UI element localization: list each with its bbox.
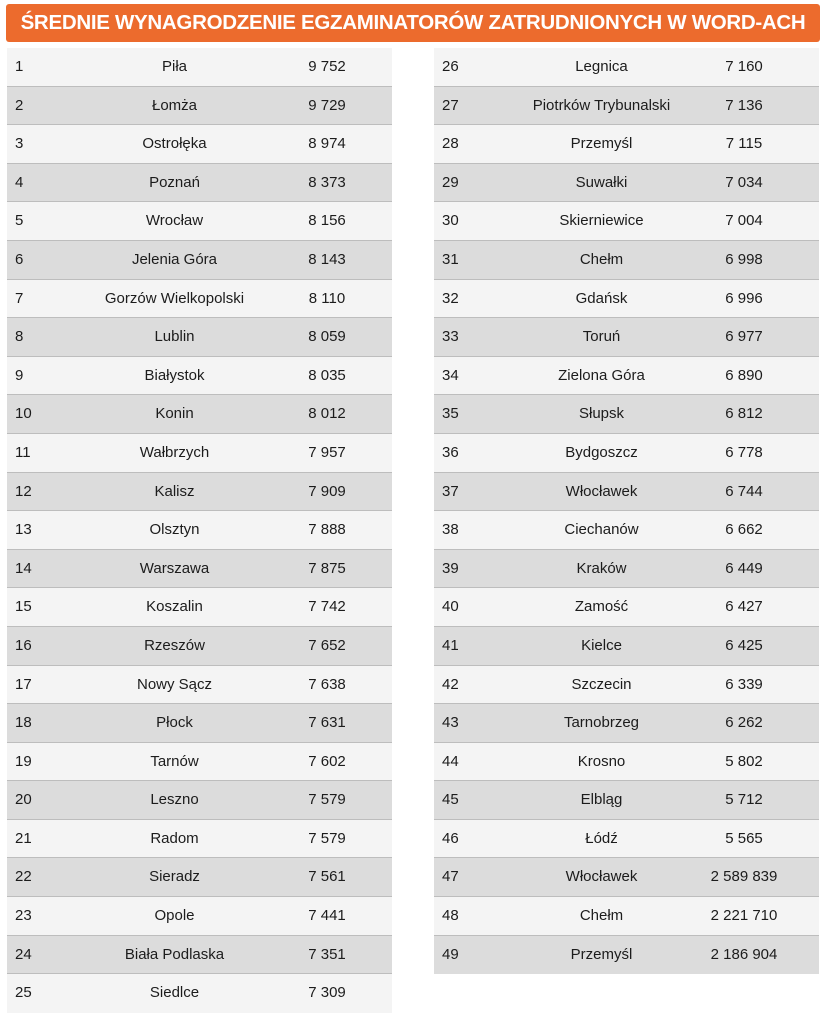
city-cell: Włocławek (565, 482, 638, 500)
table-row (434, 820, 819, 859)
ranking-table-left (7, 48, 392, 1013)
table-row (7, 87, 392, 126)
salary-cell: 6 427 (725, 598, 763, 616)
city-cell: Radom (150, 829, 199, 847)
city-cell: Wrocław (145, 212, 204, 230)
rank-cell: 35 (442, 405, 459, 423)
table-row (7, 434, 392, 473)
rank-cell: 27 (442, 96, 459, 114)
salary-cell: 7 004 (725, 212, 763, 230)
table-row (434, 357, 819, 396)
city-cell: Tarnobrzeg (563, 714, 640, 732)
rank-cell: 41 (442, 636, 459, 654)
city-cell: Warszawa (139, 559, 210, 577)
city-cell: Zielona Góra (558, 366, 645, 384)
salary-cell: 7 909 (308, 482, 346, 500)
table-row (7, 125, 392, 164)
salary-cell: 6 996 (725, 289, 763, 307)
city-cell: Kielce (581, 636, 622, 654)
table-row (7, 666, 392, 705)
salary-cell: 6 778 (725, 443, 763, 461)
rank-cell: 16 (15, 636, 32, 654)
rank-cell: 7 (15, 289, 24, 307)
salary-cell: 2 589 839 (710, 868, 778, 886)
rank-cell: 39 (442, 559, 459, 577)
city-cell: Piła (161, 58, 187, 75)
table-row (7, 48, 392, 87)
salary-cell: 7 888 (308, 521, 346, 539)
salary-cell: 7 602 (308, 752, 346, 770)
rank-cell: 25 (15, 984, 32, 1002)
table-row (7, 588, 392, 627)
rank-cell: 42 (442, 675, 459, 693)
city-cell: Przemyśl (570, 135, 633, 153)
salary-cell: 8 035 (308, 366, 346, 384)
salary-cell: 7 561 (308, 868, 346, 886)
salary-cell: 7 351 (308, 945, 346, 963)
table-row (7, 627, 392, 666)
city-cell: Opole (154, 907, 195, 925)
salary-cell: 7 034 (725, 173, 763, 191)
salary-cell: 7 638 (308, 675, 346, 693)
city-cell: Konin (155, 405, 194, 423)
table-row (7, 318, 392, 357)
salary-cell: 5 565 (725, 829, 763, 847)
city-cell: Tarnów (150, 752, 199, 770)
rank-cell: 43 (442, 714, 459, 732)
city-cell: Kalisz (154, 482, 195, 500)
table-row (434, 434, 819, 473)
rank-cell: 10 (15, 405, 32, 423)
city-cell: Biała Podlaska (124, 945, 225, 963)
salary-cell: 7 309 (308, 984, 346, 1002)
salary-cell: 7 875 (308, 559, 346, 577)
rank-cell: 18 (15, 714, 32, 732)
table-row (434, 241, 819, 280)
rank-cell: 5 (15, 212, 24, 230)
table-row (434, 550, 819, 589)
rank-cell: 9 (15, 366, 24, 384)
rank-cell: 13 (15, 521, 32, 539)
salary-cell: 8 143 (308, 250, 346, 268)
rank-cell: 44 (442, 752, 459, 770)
table-row (7, 743, 392, 782)
rank-cell: 19 (15, 752, 32, 770)
rank-cell: 14 (15, 559, 32, 577)
salary-cell: 7 957 (308, 443, 346, 461)
table-row (434, 48, 819, 87)
table-row (7, 164, 392, 203)
table-row (434, 627, 819, 666)
rank-cell: 22 (15, 868, 32, 886)
city-cell: Nowy Sącz (136, 675, 213, 693)
city-cell: Olsztyn (149, 521, 200, 539)
salary-cell: 8 012 (308, 405, 346, 423)
salary-cell: 7 136 (725, 96, 763, 114)
salary-cell: 9 729 (308, 96, 346, 114)
rank-cell: 21 (15, 829, 32, 847)
city-cell: Gorzów Wielkopolski (104, 289, 245, 307)
city-cell: Kraków (576, 559, 627, 577)
rank-cell: 40 (442, 598, 459, 616)
city-cell: Chełm (579, 250, 624, 268)
table-row (434, 858, 819, 897)
city-cell: Jelenia Góra (131, 250, 218, 268)
salary-cell: 8 156 (308, 212, 346, 230)
salary-cell: 6 998 (725, 250, 763, 268)
rank-cell: 28 (442, 135, 459, 153)
table-row (7, 511, 392, 550)
table-row (7, 357, 392, 396)
rank-cell: 20 (15, 791, 32, 809)
city-cell: Krosno (577, 752, 626, 770)
city-cell: Ostrołęka (142, 135, 207, 153)
rank-cell: 38 (442, 521, 459, 539)
salary-cell: 6 744 (725, 482, 763, 500)
city-cell: Legnica (575, 58, 628, 75)
table-row (434, 704, 819, 743)
salary-cell: 7 579 (308, 791, 346, 809)
salary-cell: 7 742 (308, 598, 346, 616)
table-row (7, 395, 392, 434)
rank-cell: 23 (15, 907, 32, 925)
rank-cell: 31 (442, 250, 459, 268)
rank-cell: 32 (442, 289, 459, 307)
city-cell: Suwałki (575, 173, 628, 191)
rank-cell: 47 (442, 868, 459, 886)
table-row (7, 473, 392, 512)
salary-cell: 8 373 (308, 173, 346, 191)
table-row (434, 588, 819, 627)
table-row (434, 202, 819, 241)
rank-cell: 29 (442, 173, 459, 191)
rank-cell: 26 (442, 58, 459, 75)
city-cell: Koszalin (146, 598, 203, 616)
salary-cell: 7 115 (725, 135, 763, 153)
city-cell: Poznań (149, 173, 200, 191)
city-cell: Ciechanów (564, 521, 639, 539)
city-cell: Skierniewice (559, 212, 644, 230)
rank-cell: 12 (15, 482, 32, 500)
table-row (434, 781, 819, 820)
table-row (434, 666, 819, 705)
rank-cell: 8 (15, 328, 24, 346)
city-cell: Białystok (144, 366, 205, 384)
city-cell: Sieradz (149, 868, 200, 886)
city-cell: Gdańsk (575, 289, 628, 307)
table-row (7, 858, 392, 897)
table-row (7, 820, 392, 859)
city-cell: Łódź (585, 829, 618, 847)
city-cell: Zamość (574, 598, 629, 616)
city-cell: Piotrków Trybunalski (532, 96, 671, 114)
rank-cell: 30 (442, 212, 459, 230)
salary-cell: 5 712 (725, 791, 763, 809)
rank-cell: 49 (442, 945, 459, 963)
rank-cell: 33 (442, 328, 459, 346)
salary-cell: 6 449 (725, 559, 763, 577)
table-row (434, 395, 819, 434)
salary-cell: 6 425 (725, 636, 763, 654)
ranking-table-right (434, 48, 819, 974)
salary-cell: 6 977 (725, 328, 763, 346)
city-cell: Lublin (154, 328, 195, 346)
table-row (7, 280, 392, 319)
salary-cell: 7 160 (725, 58, 763, 75)
table-row (434, 87, 819, 126)
rank-cell: 4 (15, 173, 24, 191)
salary-cell: 8 974 (308, 135, 346, 153)
rank-cell: 1 (15, 58, 24, 75)
salary-cell: 7 441 (308, 907, 346, 925)
page-title: ŚREDNIE WYNAGRODZENIE EGZAMINATORÓW ZATRUDNIONYCH W WORD-ACH (20, 11, 806, 34)
city-cell: Słupsk (578, 405, 625, 423)
city-cell: Wałbrzych (139, 443, 210, 461)
city-cell: Szczecin (571, 675, 632, 693)
city-cell: Bydgoszcz (565, 443, 638, 461)
city-cell: Łomża (151, 96, 198, 114)
rank-cell: 24 (15, 945, 32, 963)
table-row (434, 897, 819, 936)
salary-cell: 6 339 (725, 675, 763, 693)
table-row (434, 473, 819, 512)
salary-cell: 2 186 904 (710, 945, 778, 963)
city-cell: Leszno (150, 791, 199, 809)
salary-cell: 9 752 (308, 58, 346, 75)
rank-cell: 34 (442, 366, 459, 384)
city-cell: Rzeszów (144, 636, 205, 654)
table-row (434, 164, 819, 203)
salary-cell: 6 662 (725, 521, 763, 539)
table-row (434, 280, 819, 319)
rank-cell: 45 (442, 791, 459, 809)
salary-cell: 8 059 (308, 328, 346, 346)
salary-cell: 6 890 (725, 366, 763, 384)
city-cell: Siedlce (149, 984, 200, 1002)
table-row (7, 550, 392, 589)
city-cell: Przemyśl (570, 945, 633, 963)
table-row (7, 704, 392, 743)
salary-cell: 5 802 (725, 752, 763, 770)
rank-cell: 6 (15, 250, 24, 268)
city-cell: Chełm (579, 907, 624, 925)
rank-cell: 37 (442, 482, 459, 500)
rank-cell: 17 (15, 675, 32, 693)
rank-cell: 48 (442, 907, 459, 925)
table-row (434, 936, 819, 975)
rank-cell: 3 (15, 135, 24, 153)
table-row (7, 781, 392, 820)
city-cell: Toruń (582, 328, 621, 346)
table-row (7, 974, 392, 1013)
rank-cell: 36 (442, 443, 459, 461)
rank-cell: 2 (15, 96, 24, 114)
salary-cell: 6 812 (725, 405, 763, 423)
city-cell: Elbląg (580, 791, 623, 809)
salary-cell: 6 262 (725, 714, 763, 732)
table-row (434, 743, 819, 782)
title-banner (6, 4, 820, 42)
salary-cell: 7 652 (308, 636, 346, 654)
table-row (434, 318, 819, 357)
table-row (7, 241, 392, 280)
city-cell: Płock (156, 714, 193, 732)
salary-cell: 2 221 710 (710, 907, 778, 925)
table-row (434, 125, 819, 164)
salary-cell: 7 631 (308, 714, 346, 732)
table-row (7, 897, 392, 936)
table-row (7, 936, 392, 975)
salary-cell: 8 110 (308, 289, 346, 307)
salary-cell: 7 579 (308, 829, 346, 847)
table-row (7, 202, 392, 241)
table-row (434, 511, 819, 550)
rank-cell: 46 (442, 829, 459, 847)
rank-cell: 11 (15, 443, 31, 461)
city-cell: Włocławek (565, 868, 638, 886)
rank-cell: 15 (15, 598, 32, 616)
